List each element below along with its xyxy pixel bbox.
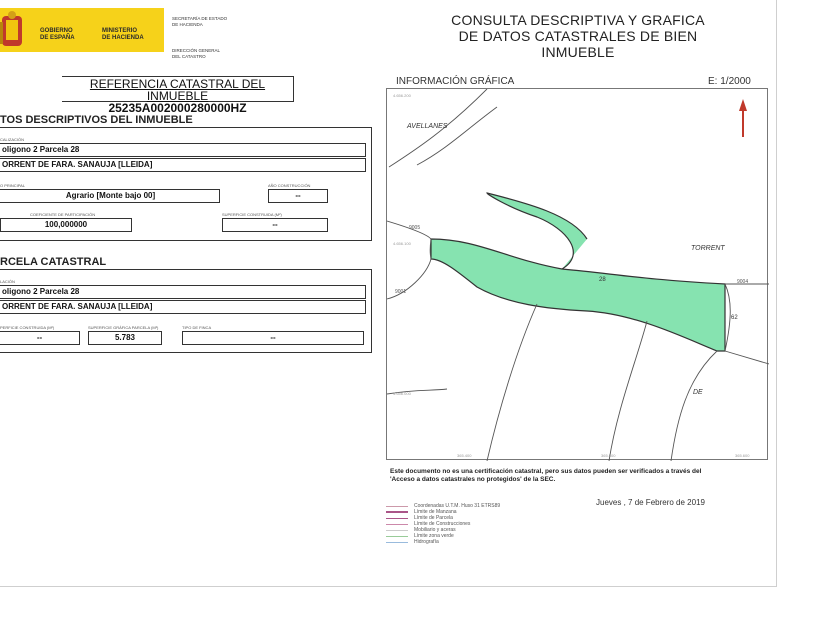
road-label-9004: 9004 [737, 279, 749, 285]
built-surface-value: -- [222, 218, 328, 232]
graphic-surface-label: SUPERFICIE GRÁFICA PARCELA (M²) [88, 325, 159, 330]
graphic-info-label: INFORMACIÓN GRÁFICA [396, 76, 515, 87]
parcel-panel [0, 269, 372, 353]
ministry-label: MINISTERIO DE HACIENDA [102, 28, 144, 41]
cadastral-map [386, 88, 768, 460]
location-line-1: oligono 2 Parcela 28 [0, 143, 366, 157]
legend-title: Coordenadas U.T.M. Huso 31 ETRS89 [414, 503, 501, 509]
directorate-label: DIRECCIÓN GENERAL DEL CATASTRO [172, 48, 221, 59]
parcel-number-label: 28 [599, 277, 606, 283]
reference-value: 25235A002000280000HZ [108, 101, 247, 115]
map-legend [386, 503, 500, 545]
parcel-location-line-2: ORRENT DE FARA. SANAUJA [LLEIDA] [0, 300, 366, 314]
scale-label: E: 1/2000 [708, 76, 751, 87]
legend-item: Límite de Manzana [414, 509, 457, 515]
svg-text:365.500: 365.500 [601, 453, 616, 458]
parcel-location-line-1: oligono 2 Parcela 28 [0, 285, 366, 299]
road-label-9001: 9001 [395, 289, 407, 295]
coefficient-value: 100,000000 [0, 218, 132, 232]
svg-text:365.400: 365.400 [457, 453, 472, 458]
government-label: GOBIERNO DE ESPAÑA [40, 28, 75, 41]
coat-of-arms-icon [0, 10, 26, 50]
north-arrow-icon [739, 99, 747, 137]
legend-item: Hidrografía [414, 539, 439, 545]
document-title: CONSULTA DESCRIPTIVA Y GRAFICA DE DATOS CATASTRALES DE BIEN INMUEBLE [451, 12, 705, 60]
legend-item: Mobiliario y aceras [414, 527, 456, 533]
parcel-built-label: PERFICIE CONSTRUIDA (M²) [0, 325, 55, 330]
location-label: CALIZACIÓN [0, 137, 25, 142]
year-value: -- [268, 189, 328, 203]
parcel-built-value: -- [0, 331, 80, 345]
parcel-heading: RCELA CATASTRAL [0, 256, 107, 268]
graphic-surface-value: 5.783 [88, 331, 162, 345]
neighbor-parcel-number: 62 [731, 315, 738, 321]
place-de: DE [693, 389, 703, 396]
location-line-2: ORRENT DE FARA. SANAUJA [LLEIDA] [0, 158, 366, 172]
built-surface-label: SUPERFICIE CONSTRUIDA (M²) [222, 212, 282, 217]
main-use-value: Agrario [Monte bajo 00] [0, 189, 220, 203]
svg-text:4.656.100: 4.656.100 [393, 241, 411, 246]
cadastral-reference-box [62, 76, 294, 115]
parcel-location-label: LACIÓN [0, 279, 15, 284]
svg-text:4.656.000: 4.656.000 [393, 391, 411, 396]
parcel-28-polygon [431, 193, 725, 351]
legend-item: Límite de Construcciones [414, 521, 471, 527]
secretariat-label: SECRETARÍA DE ESTADO DE HACIENDA [172, 16, 228, 27]
year-label: AÑO CONSTRUCCIÓN [268, 183, 311, 188]
main-use-label: O PRINCIPAL [0, 183, 26, 188]
svg-text:4.656.200: 4.656.200 [393, 93, 411, 98]
descriptive-panel [0, 127, 372, 241]
parcel-type-label: TIPO DE FINCA [182, 325, 212, 330]
legend-item: Límite de Parcela [414, 515, 453, 521]
place-avellanes: AVELLANES [407, 123, 448, 130]
coefficient-label: COEFICIENTE DE PARTICIPACIÓN [30, 212, 96, 217]
document-date: Jueves , 7 de Febrero de 2019 [596, 498, 705, 507]
place-torrent: TORRENT [691, 245, 725, 252]
descriptive-heading: TOS DESCRIPTIVOS DEL INMUEBLE [0, 114, 193, 126]
parcel-type-value: -- [182, 331, 364, 345]
svg-text:365.600: 365.600 [735, 453, 750, 458]
legend-item: Límite zona verde [414, 533, 454, 539]
disclaimer-text: Este documento no es una certificación catastral, pero sus datos pueden ser verificados a través del 'Acceso a datos catastrales no protegidos' de la SEC. [390, 468, 702, 483]
road-label-9005: 9005 [409, 225, 421, 231]
reference-title: REFERENCIA CATASTRAL DEL INMUEBLE [89, 77, 266, 103]
